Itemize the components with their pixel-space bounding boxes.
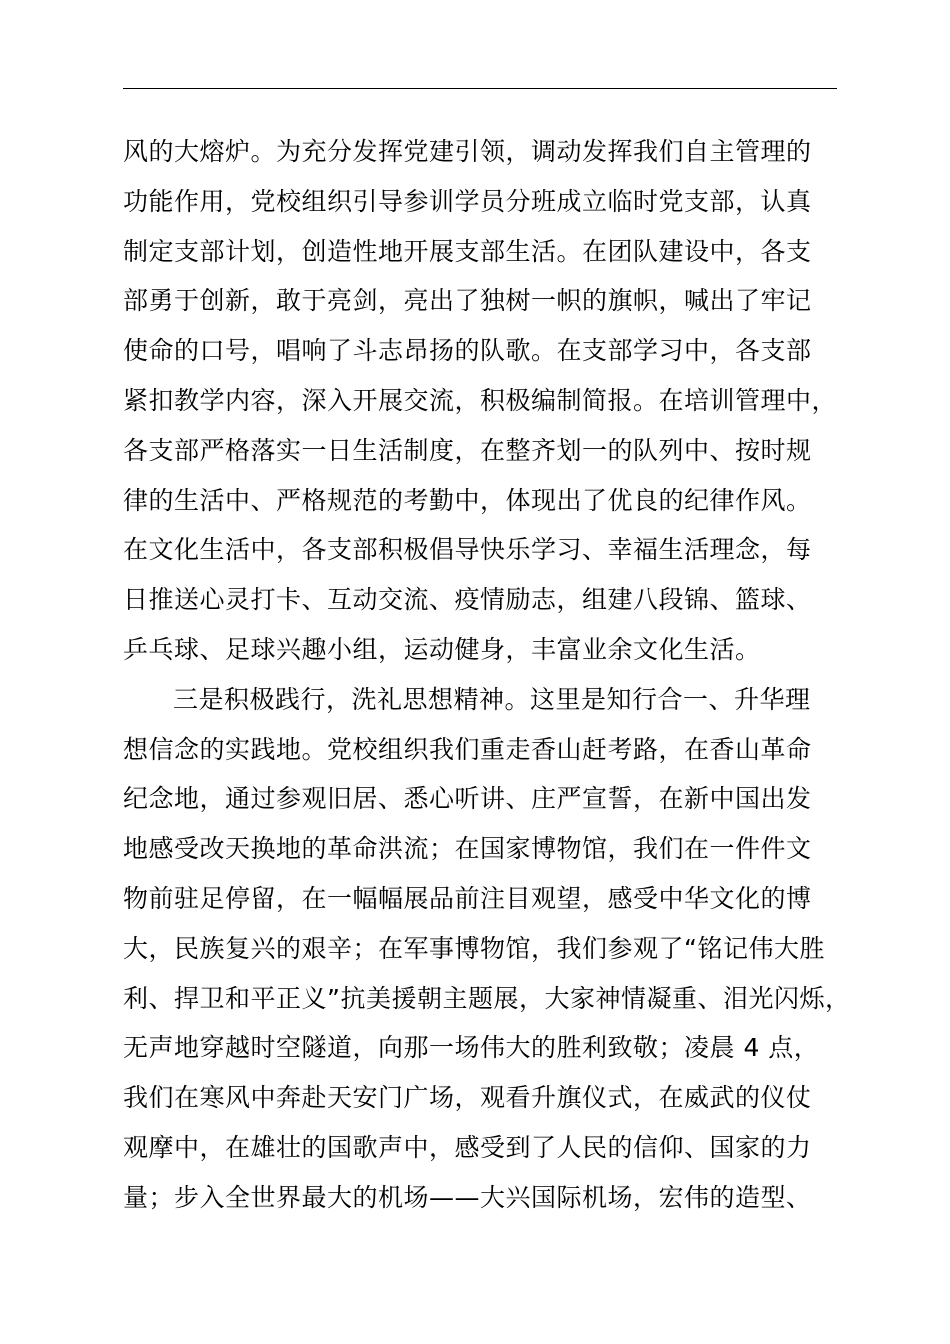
text-line: 物前驻足停留，在一幅幅展品前注目观望，感受中华文化的博 xyxy=(123,883,812,913)
text-line: 想信念的实践地。党校组织我们重走香山赶考路，在香山革命 xyxy=(123,734,812,764)
text-line: 我们在寒风中奔赴天安门广场，观看升旗仪式，在威武的仪仗 xyxy=(123,1083,812,1113)
text-line: 使命的口号，唱响了斗志昂扬的队歌。在支部学习中，各支部 xyxy=(123,336,812,366)
paragraph-start-line: 三是积极践行，洗礼思想精神。这里是知行合一、升华理 xyxy=(173,684,811,714)
header-rule xyxy=(123,88,837,89)
text-line: 部勇于创新，敢于亮剑，亮出了独树一帜的旗帜，喊出了牢记 xyxy=(123,286,812,316)
text-line: 功能作用，党校组织引导参训学员分班成立临时党支部，认真 xyxy=(123,186,812,216)
text-line: 各支部严格落实一日生活制度，在整齐划一的队列中、按时规 xyxy=(123,435,812,465)
text-line: 在文化生活中，各支部积极倡导快乐学习、幸福生活理念，每 xyxy=(123,535,812,565)
text-line: 量；步入全世界最大的机场——大兴国际机场，宏伟的造型、 xyxy=(123,1182,812,1212)
document-body xyxy=(123,127,883,1223)
text-line: 无声地穿越时空隧道，向那一场伟大的胜利致敬；凌晨 4 点， xyxy=(123,1033,820,1063)
text-line: 大，民族复兴的艰辛；在军事博物馆，我们参观了“铭记伟大胜 xyxy=(123,933,825,963)
text-line: 乒乓球、足球兴趣小组，运动健身，丰富业余文化生活。 xyxy=(123,634,761,664)
text-line: 纪念地，通过参观旧居、悉心听讲、庄严宣誓，在新中国出发 xyxy=(123,784,812,814)
text-line: 律的生活中、严格规范的考勤中，体现出了优良的纪律作风。 xyxy=(123,485,812,515)
text-line: 地感受改天换地的革命洪流；在国家博物馆，我们在一件件文 xyxy=(123,834,812,864)
text-line: 观摩中，在雄壮的国歌声中，感受到了人民的信仰、国家的力 xyxy=(123,1132,812,1162)
text-line: 紧扣教学内容，深入开展交流，积极编制简报。在培训管理中， xyxy=(123,385,838,415)
text-line: 利、捍卫和平正义”抗美援朝主题展，大家神情凝重、泪光闪烁， xyxy=(123,983,851,1013)
text-line: 日推送心灵打卡、互动交流、疫情励志，组建八段锦、篮球、 xyxy=(123,585,812,615)
text-line: 风的大熔炉。为充分发挥党建引领，调动发挥我们自主管理的 xyxy=(123,137,812,166)
text-line: 制定支部计划，创造性地开展支部生活。在团队建设中，各支 xyxy=(123,236,812,266)
